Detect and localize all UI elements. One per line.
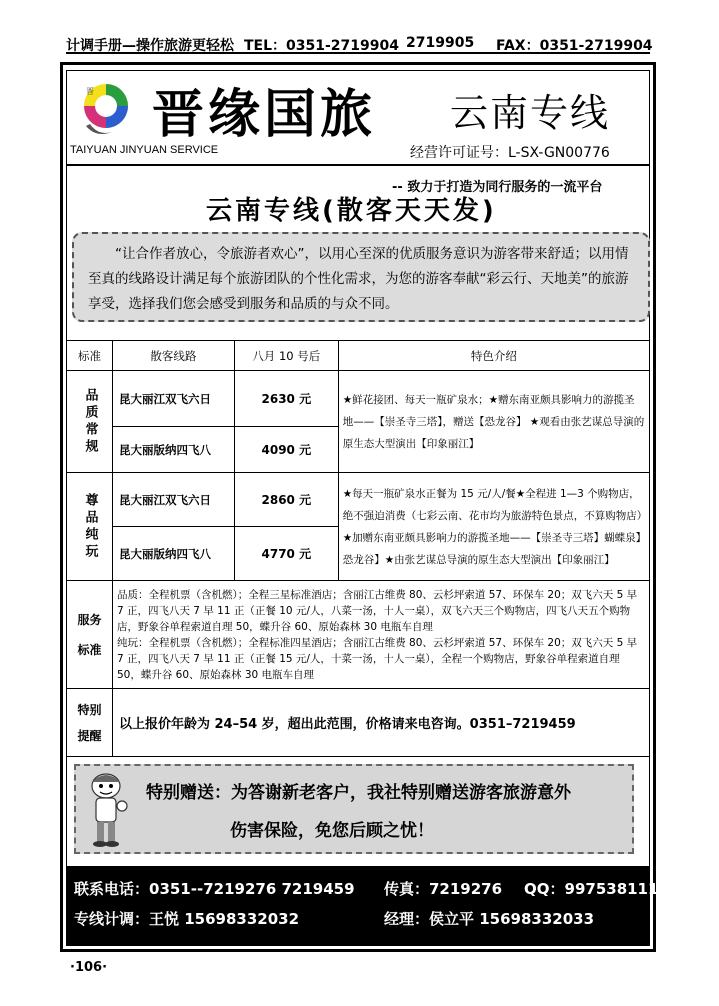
brand-name: 晋缘国旅 <box>152 85 377 145</box>
price-cell: 2860 元 <box>234 473 338 527</box>
top-header-bar <box>66 34 653 54</box>
footer-qq: QQ：997538111 <box>524 880 659 898</box>
price-cell: 4770 元 <box>234 527 338 581</box>
license-number: 经营许可证号：L-SX-GN00776 <box>410 145 610 161</box>
header-tel: TEL：0351-2719904 <box>244 38 399 54</box>
gift-box <box>74 764 634 854</box>
gift-line-2: 伤害保险，免您后顾之忧！ <box>230 821 434 841</box>
remark-row <box>67 689 650 757</box>
service-label: 服务标准 <box>67 581 113 689</box>
remark-text: 以上报价年龄为 24–54 岁，超出此范围，价格请来电咨询。0351–7219459 <box>112 689 649 757</box>
header-divider <box>66 164 650 166</box>
route-cell: 昆大丽江双飞六日 <box>112 473 234 527</box>
features-cell: ★每天一瓶矿泉水正餐为 15 元/人/餐★全程进 1—3 个购物店，绝不强迫消费（七彩云南、花市均为旅游特色景点，不算购物店）★加赠东南亚颇具影响力的游揽圣地——【崇圣寺三塔】蝴蝶泉】恐龙谷】★由张艺谋总导演的原生态大型演出【印象丽江】 <box>338 473 649 581</box>
price-cell: 4090 元 <box>234 427 338 473</box>
header-cell: 标准 <box>67 341 113 371</box>
service-cell <box>112 581 649 689</box>
footer-operator: 专线计调：王悦 15698332032 <box>74 910 300 928</box>
table-row <box>67 371 650 427</box>
service-pure: 纯玩：全程机票（含机燃）；全程标准四星酒店；含丽江古维费 80、云杉坪索道 57、环保车 20；双飞六天 5 早 7 正，四飞八天 7 早 11 正（正餐 15 元/人，十菜一汤，十人一桌），全程一个购物店，野象谷单程索道自理 50，蝶升谷 60、原始森林 30 电瓶车自理 <box>116 636 638 681</box>
intro-box <box>72 232 650 322</box>
footer-manager: 经理：侯立平 15698332033 <box>384 910 595 928</box>
table-header-row <box>67 341 650 371</box>
contact-footer <box>66 866 659 946</box>
header-fax: FAX：0351-2719904 <box>496 38 653 54</box>
route-cell: 昆大丽版纳四飞八 <box>112 527 234 581</box>
brand-english: TAIYUAN JINYUAN SERVICE <box>70 144 219 156</box>
footer-fax: 传真：7219276 <box>384 880 503 898</box>
table-row <box>67 473 650 527</box>
route-cell: 昆大丽版纳四飞八 <box>112 427 234 473</box>
brand-line: 云南专线 <box>450 91 611 135</box>
slogan: -- 致力于打造为同行服务的一流平台 <box>392 180 603 195</box>
route-cell: 昆大丽江双飞六日 <box>112 371 234 427</box>
remark-label: 特别提醒 <box>67 689 113 757</box>
header-cell: 八月 10 号后 <box>234 341 338 371</box>
header-cell: 特色介绍 <box>338 341 649 371</box>
service-row <box>67 581 650 689</box>
header-title: 计调手册—操作旅游更轻松 <box>66 38 234 54</box>
intro-text: “让合作者放心，令旅游者欢心”，以用心至深的优质服务意识为游客带来舒适；以用情至真的线路设计满足每个旅游团队的个性化需求，为您的游客奉献“彩云行、天地美”的旅游享受，选择我们您会感受到服务和品质的与众不同。 <box>88 246 629 312</box>
group-label: 尊品纯玩 <box>67 473 113 581</box>
gift-line-1: 特别赠送：为答谢新老客户，我社特别赠送游客旅游意外 <box>146 783 571 803</box>
header-tel2: 2719905 <box>406 35 475 51</box>
svg-text:晋: 晋 <box>86 87 94 96</box>
header-cell: 散客线路 <box>112 341 234 371</box>
footer-phone: 联系电话：0351--7219276 7219459 <box>74 880 355 898</box>
price-cell: 2630 元 <box>234 371 338 427</box>
company-logo-icon <box>72 80 134 142</box>
price-table <box>66 340 650 757</box>
service-quality: 品质：全程机票（含机燃）；全程三星标准酒店；含丽江古维费 80、云杉坪索道 57、环保车 20；双飞六天 5 早 7 正，四飞八天 7 早 11 正（正餐 10 元/人，八菜一汤，十人一桌），双飞六天三个购物店，四飞八天五个购物店，野象谷单程索道自理 50，蝶升谷 60、原始森林 30 电瓶车自理 <box>116 588 638 633</box>
cartoon-mascot-icon <box>84 768 130 850</box>
group-label: 品质常规 <box>67 371 113 473</box>
features-cell: ★鲜花接团、每天一瓶矿泉水；★赠东南亚颇具影响力的游揽圣地——【崇圣寺三塔】，赠送【恐龙谷】 ★观看由张艺谋总导演的原生态大型演出【印象丽江】 <box>338 371 649 473</box>
page-subtitle: 云南专线(散客天天发) <box>206 196 497 226</box>
page-number: ·106· <box>70 960 108 975</box>
